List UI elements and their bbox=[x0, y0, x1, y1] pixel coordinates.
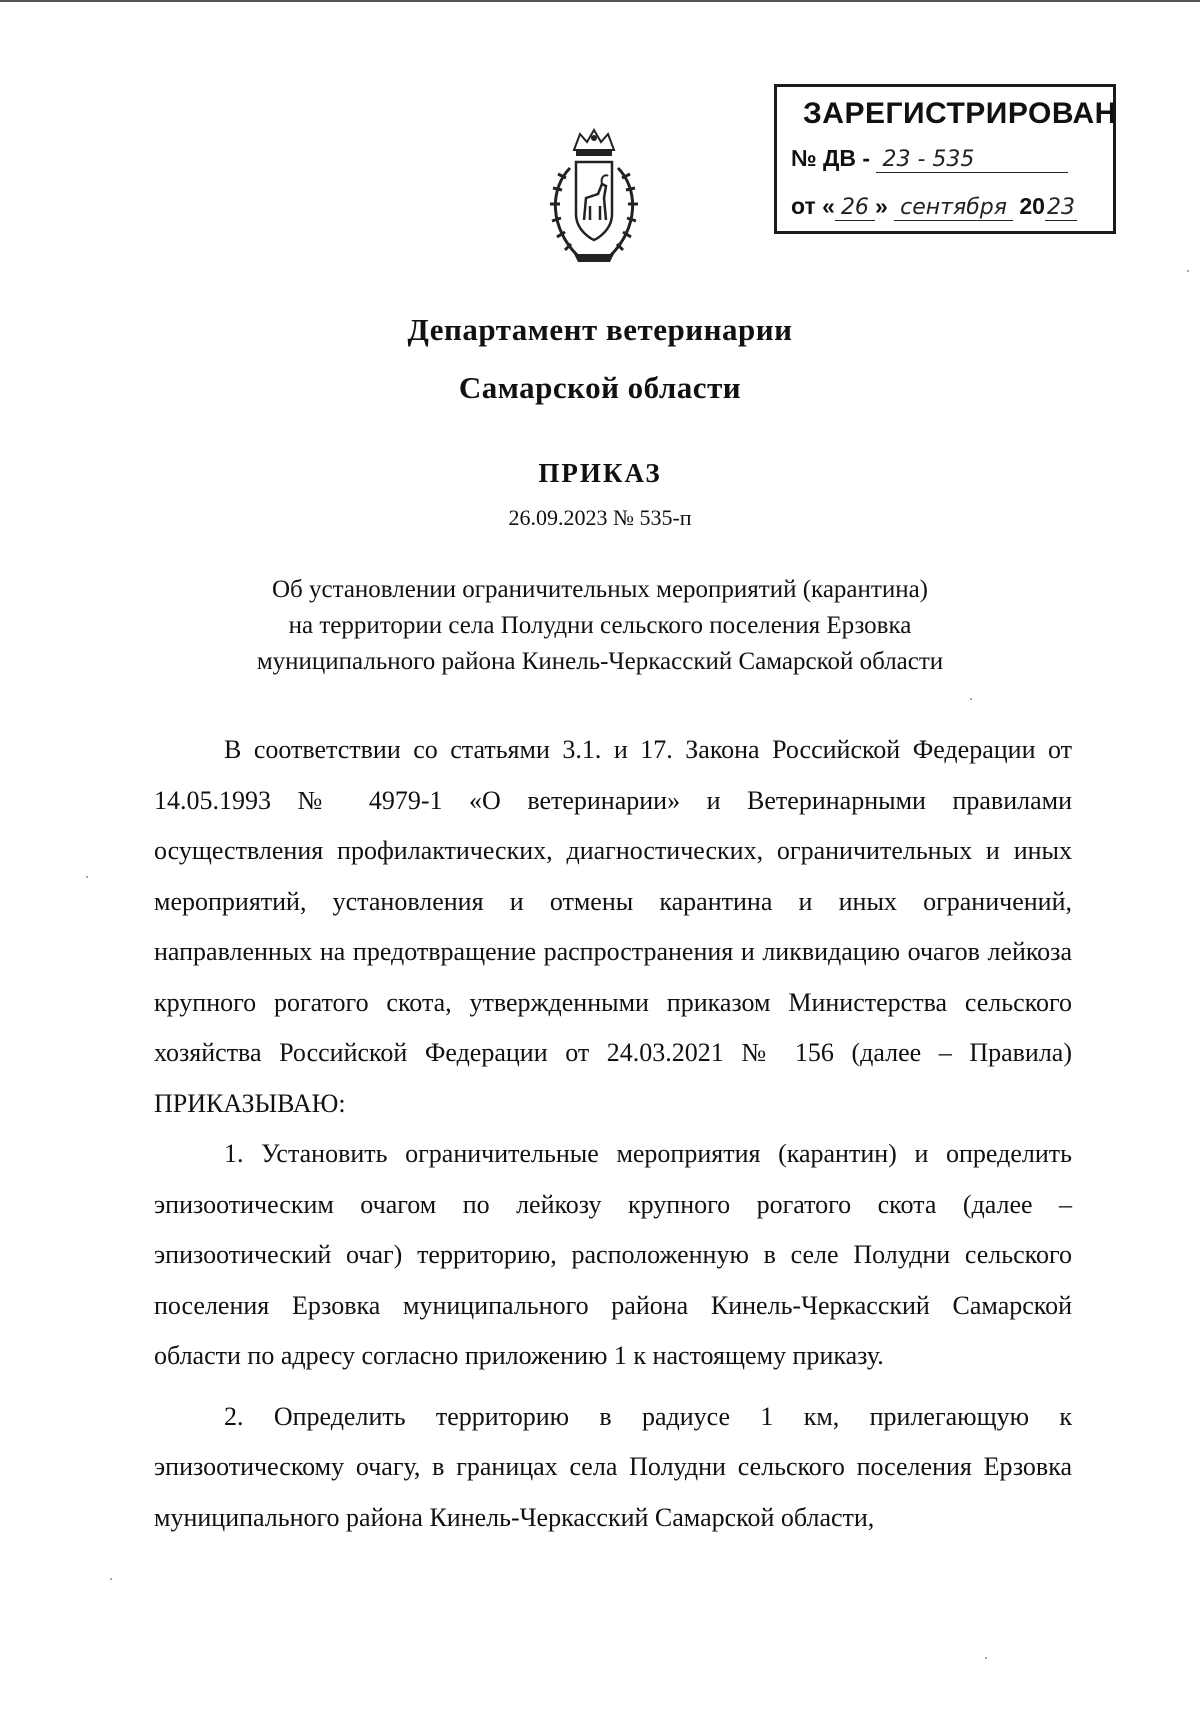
coat-of-arms-icon bbox=[540, 128, 648, 268]
registration-stamp bbox=[774, 84, 1116, 234]
stamp-title: ЗАРЕГИСТРИРОВАН bbox=[803, 97, 1117, 130]
stamp-date-year-suffix: 23 bbox=[1046, 195, 1075, 220]
stamp-date-mid: » bbox=[874, 193, 888, 219]
order-title: ПРИКАЗ bbox=[538, 458, 662, 488]
item-2-paragraph: 2. Определить территорию в радиусе 1 км, прилегающую к эпизоотическому очагу, в границах села Полудни сельского поселения Ерзовка муниципального района Кинель-Черкасский Самарской области, bbox=[154, 1401, 1072, 1532]
subject-line2: на территории села Полудни сельского поселения Ерзовка bbox=[288, 612, 912, 639]
order-number: 26.09.2023 № 535-п bbox=[508, 505, 692, 530]
stamp-number-prefix: № ДВ - bbox=[791, 145, 871, 171]
scan-speck bbox=[110, 1578, 112, 1580]
scan-speck bbox=[985, 1657, 987, 1659]
subject-line3: муниципального района Кинель-Черкасский Самарской области bbox=[256, 648, 944, 675]
preamble-paragraph: В соответствии со статьями 3.1. и 17. Закона Российской Федерации от 14.05.1993 № 4979-1 «О ветеринарии» и Ветеринарными правилами осуществления профилактических, диагностических, ограничительных и иных мероприятий, установления и отмены карантина и иных ограничений, направленных на предотвращение распространения и ликвидацию очагов лейкоза крупного рогатого скота, утвержденными приказом Министерства сельского хозяйства Российской Федерации от 24.03.2021 № 156 (далее – Правила) ПРИКАЗЫВАЮ: bbox=[154, 735, 1072, 1118]
stamp-number-value: 23 - 535 bbox=[876, 147, 1068, 173]
stamp-date-day: 26 bbox=[835, 195, 875, 221]
scan-speck bbox=[86, 876, 88, 878]
stamp-date-month: сентября bbox=[894, 195, 1013, 221]
stamp-date-row bbox=[791, 193, 1077, 221]
department-name-line2: Самарской области bbox=[458, 370, 742, 405]
order-body bbox=[154, 725, 1072, 1543]
stamp-number-row bbox=[791, 145, 1068, 173]
stamp-date-year-prefix: 20 bbox=[1019, 193, 1045, 219]
item-1-paragraph: 1. Установить ограничительные мероприятия (карантин) и определить эпизоотическим очагом по лейкозу крупного рогатого скота (далее – эпизоотический очаг) территорию, расположенную в селе Полудни сельского поселения Ерзовка муниципального района Кинель-Черкасский Самарской области по адресу согласно приложению 1 к настоящему приказу. bbox=[154, 1139, 1072, 1370]
page-top-edge bbox=[0, 0, 1200, 2]
scan-speck bbox=[970, 698, 972, 700]
department-name-line1: Департамент ветеринарии bbox=[407, 312, 793, 347]
subject-line1: Об установлении ограничительных мероприятий (карантина) bbox=[271, 576, 929, 603]
scan-speck bbox=[1187, 270, 1189, 272]
stamp-date-prefix: от « bbox=[791, 193, 835, 219]
order-subject bbox=[0, 572, 1200, 680]
